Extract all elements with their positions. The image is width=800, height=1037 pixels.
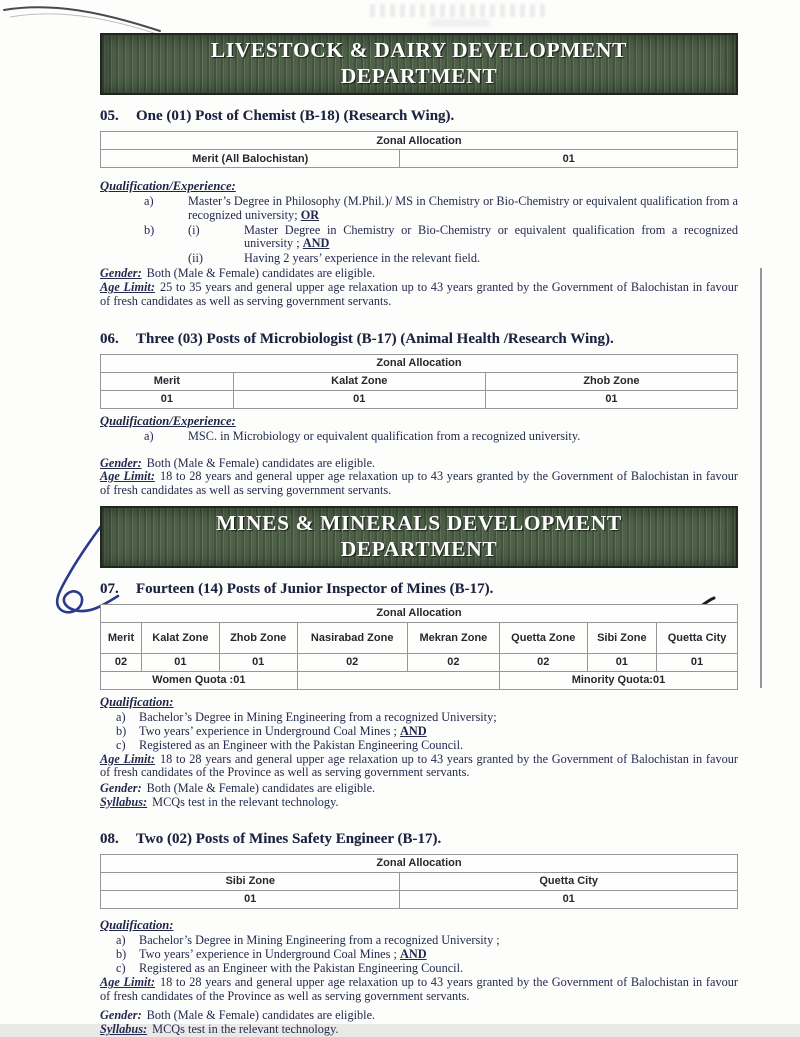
post-05-section xyxy=(100,108,738,308)
post-number: 06. xyxy=(100,331,119,348)
qualification-item xyxy=(100,224,738,251)
table-col-header: Zhob Zone xyxy=(485,373,737,391)
women-quota-cell: Women Quota :01 xyxy=(101,672,298,690)
gender-text: Both (Male & Female) candidates are eligible. xyxy=(146,266,376,281)
post-title: Two (02) Posts of Mines Safety Engineer (B-17). xyxy=(136,831,442,848)
table-col-header: Nasirabad Zone xyxy=(297,623,407,654)
item-text-body: Bachelor’s Degree in Mining Engineering from a recognized University; xyxy=(139,709,497,724)
subitem-label: (i) xyxy=(188,222,200,237)
age-limit-text: 18 to 28 years and general upper age relaxation up to 43 years granted by the Government of Balochistan in favour of fresh candidates as well as serving government servants. xyxy=(100,469,738,497)
table-header-cell: Zonal Allocation xyxy=(101,355,738,373)
gender-label: Gender: xyxy=(100,266,142,281)
item-conjunction: AND xyxy=(302,236,330,251)
zonal-allocation-table xyxy=(100,604,738,690)
item-text-body: Registered as an Engineer with the Pakistan Engineering Council. xyxy=(139,961,464,976)
qualification-item xyxy=(100,711,738,725)
banner-title-line1: LIVESTOCK & DAIRY DEVELOPMENT xyxy=(210,38,628,62)
age-limit-text: 25 to 35 years and general upper age relaxation up to 43 years granted by the Government of Balochistan in favour of fresh candidates as well as serving government servants. xyxy=(100,280,738,308)
department-banner-mines xyxy=(100,506,738,568)
zonal-allocation-table xyxy=(100,854,738,909)
zonal-allocation-table xyxy=(100,354,738,409)
minority-quota-cell: Minority Quota:01 xyxy=(499,672,737,690)
table-col-header: Quetta City xyxy=(400,873,738,891)
qualification-item xyxy=(100,962,738,976)
post-heading xyxy=(100,331,738,348)
table-col-header: Quetta City xyxy=(657,623,738,654)
gender-text: Both (Male & Female) candidates are eligible. xyxy=(146,1008,376,1023)
page-edge-line xyxy=(760,268,762,688)
item-text xyxy=(139,739,738,753)
item-label: a) xyxy=(116,932,126,947)
banner-title-line2: DEPARTMENT xyxy=(340,536,498,561)
zonal-allocation-table xyxy=(100,131,738,168)
item-conjunction: OR xyxy=(300,208,320,223)
gender-line xyxy=(100,267,738,281)
item-label: b) xyxy=(144,222,155,237)
table-col-header: Merit xyxy=(101,623,142,654)
item-label: a) xyxy=(116,709,126,724)
age-limit-text: 18 to 28 years and general upper age relaxation up to 43 years granted by the Government of Balochistan in favour of fresh candidates of the Province as well as serving government servants. xyxy=(100,975,738,1003)
post-heading xyxy=(100,108,738,125)
table-cell-value: 01 xyxy=(233,391,485,409)
item-text xyxy=(139,934,738,948)
item-text xyxy=(188,430,738,444)
item-text xyxy=(244,224,738,251)
age-limit-line xyxy=(100,753,738,780)
post-07-section xyxy=(100,581,738,809)
table-cell-value: 02 xyxy=(101,654,142,672)
table-cell-value: 01 xyxy=(400,891,738,909)
gender-line xyxy=(100,782,738,796)
table-cell-value: 01 xyxy=(400,150,738,168)
item-text xyxy=(139,711,738,725)
item-text xyxy=(244,252,738,266)
table-cell-value: 01 xyxy=(101,391,234,409)
gender-label: Gender: xyxy=(100,455,142,470)
gender-text: Both (Male & Female) candidates are eligible. xyxy=(146,455,376,470)
syllabus-line xyxy=(100,1023,738,1037)
table-col-header: Kalat Zone xyxy=(141,623,219,654)
item-text-body: MSC. in Microbiology or equivalent qualification from a recognized university. xyxy=(188,429,581,444)
post-number: 07. xyxy=(100,581,119,597)
post-number: 05. xyxy=(100,108,119,125)
qualification-item xyxy=(100,934,738,948)
table-cell-value: 02 xyxy=(499,654,587,672)
table-cell-value: 01 xyxy=(657,654,738,672)
item-conjunction: AND xyxy=(399,947,427,962)
item-text xyxy=(139,725,738,739)
table-cell-value: 01 xyxy=(219,654,297,672)
qualification-item xyxy=(100,739,738,753)
table-col-header: Mekran Zone xyxy=(407,623,499,654)
table-col-header: Sibi Zone xyxy=(587,623,657,654)
age-limit-label: Age Limit: xyxy=(100,751,155,766)
age-limit-label: Age Limit: xyxy=(100,975,155,990)
syllabus-line xyxy=(100,796,738,810)
empty-quota-cell xyxy=(297,672,499,690)
qualification-item xyxy=(100,430,738,444)
post-08-section xyxy=(100,831,738,1036)
table-header-cell: Zonal Allocation xyxy=(101,605,738,623)
syllabus-label: Syllabus: xyxy=(100,1021,148,1036)
item-text-body: Bachelor’s Degree in Mining Engineering from a recognized University ; xyxy=(139,932,500,947)
item-label-spacer xyxy=(144,252,188,266)
age-limit-line xyxy=(100,281,738,308)
post-title: One (01) Post of Chemist (B-18) (Research Wing). xyxy=(136,108,455,125)
gender-label: Gender: xyxy=(100,1008,142,1023)
post-title: Fourteen (14) Posts of Junior Inspector of Mines (B-17). xyxy=(136,581,494,597)
gender-line xyxy=(100,457,738,471)
item-label: a) xyxy=(144,194,154,209)
table-header-cell: Zonal Allocation xyxy=(101,855,738,873)
item-text-body: Master’s Degree in Philosophy (M.Phil.)/ MS in Chemistry or Bio-Chemistry or equivalent qualification from a recognized university; xyxy=(188,194,738,223)
item-label: b) xyxy=(116,947,127,962)
item-label: c) xyxy=(116,738,126,753)
item-text xyxy=(188,195,738,222)
item-label: a) xyxy=(144,429,154,444)
qualification-heading: Qualification/Experience: xyxy=(100,414,236,429)
age-limit-label: Age Limit: xyxy=(100,280,155,294)
post-06-section xyxy=(100,331,738,497)
age-limit-text: 18 to 28 years and general upper age relaxation up to 43 years granted by the Government of Balochistan in favour of fresh candidates of the Province as well as serving government servants. xyxy=(100,751,738,780)
age-limit-line xyxy=(100,976,738,1003)
table-col-header: Quetta Zone xyxy=(499,623,587,654)
table-col-header: Merit xyxy=(101,373,234,391)
subitem-label: (ii) xyxy=(188,250,204,265)
qualification-item xyxy=(100,725,738,739)
table-cell-value: 01 xyxy=(587,654,657,672)
qualification-item xyxy=(100,948,738,962)
item-text-body: Having 2 years’ experience in the relevant field. xyxy=(244,250,481,265)
item-text xyxy=(139,962,738,976)
gender-label: Gender: xyxy=(100,781,142,796)
item-conjunction: AND xyxy=(399,723,427,738)
item-text-body: Two years’ experience in Underground Coal Mines ; xyxy=(139,947,400,962)
table-col-header: Sibi Zone xyxy=(101,873,400,891)
item-text xyxy=(139,948,738,962)
item-label: b) xyxy=(116,723,127,738)
table-cell-merit: Merit (All Balochistan) xyxy=(101,150,400,168)
item-text-body: Two years’ experience in Underground Coal Mines ; xyxy=(139,723,400,738)
table-header-cell: Zonal Allocation xyxy=(101,132,738,150)
table-cell-value: 02 xyxy=(297,654,407,672)
item-text-body: Registered as an Engineer with the Pakistan Engineering Council. xyxy=(139,738,464,753)
table-cell-value: 01 xyxy=(101,891,400,909)
post-number: 08. xyxy=(100,831,119,848)
qualification-heading: Qualification/Experience: xyxy=(100,179,236,194)
syllabus-label: Syllabus: xyxy=(100,794,148,809)
syllabus-text: MCQs test in the relevant technology. xyxy=(152,794,339,809)
table-col-header: Zhob Zone xyxy=(219,623,297,654)
qualification-item xyxy=(100,195,738,222)
gender-text: Both (Male & Female) candidates are eligible. xyxy=(146,781,376,796)
qualification-item xyxy=(100,252,738,266)
qualification-heading: Qualification: xyxy=(100,918,174,933)
post-heading xyxy=(100,831,738,848)
item-text-body: Master Degree in Chemistry or Bio-Chemistry or equivalent qualification from a recognized university ; xyxy=(244,222,738,251)
item-label: c) xyxy=(116,961,126,976)
table-cell-value: 01 xyxy=(141,654,219,672)
table-col-header: Kalat Zone xyxy=(233,373,485,391)
qualification-heading: Qualification: xyxy=(100,695,174,709)
syllabus-text: MCQs test in the relevant technology. xyxy=(152,1021,339,1036)
post-title: Three (03) Posts of Microbiologist (B-17) (Animal Health /Research Wing). xyxy=(136,331,614,348)
table-cell-value: 01 xyxy=(485,391,737,409)
gender-line xyxy=(100,1009,738,1023)
table-cell-value: 02 xyxy=(407,654,499,672)
age-limit-line xyxy=(100,470,738,497)
department-banner-livestock xyxy=(100,33,738,95)
banner-title-line1: MINES & MINERALS DEVELOPMENT xyxy=(216,510,622,535)
banner-title-line2: DEPARTMENT xyxy=(340,64,498,89)
post-heading xyxy=(100,581,738,598)
age-limit-label: Age Limit: xyxy=(100,469,155,484)
